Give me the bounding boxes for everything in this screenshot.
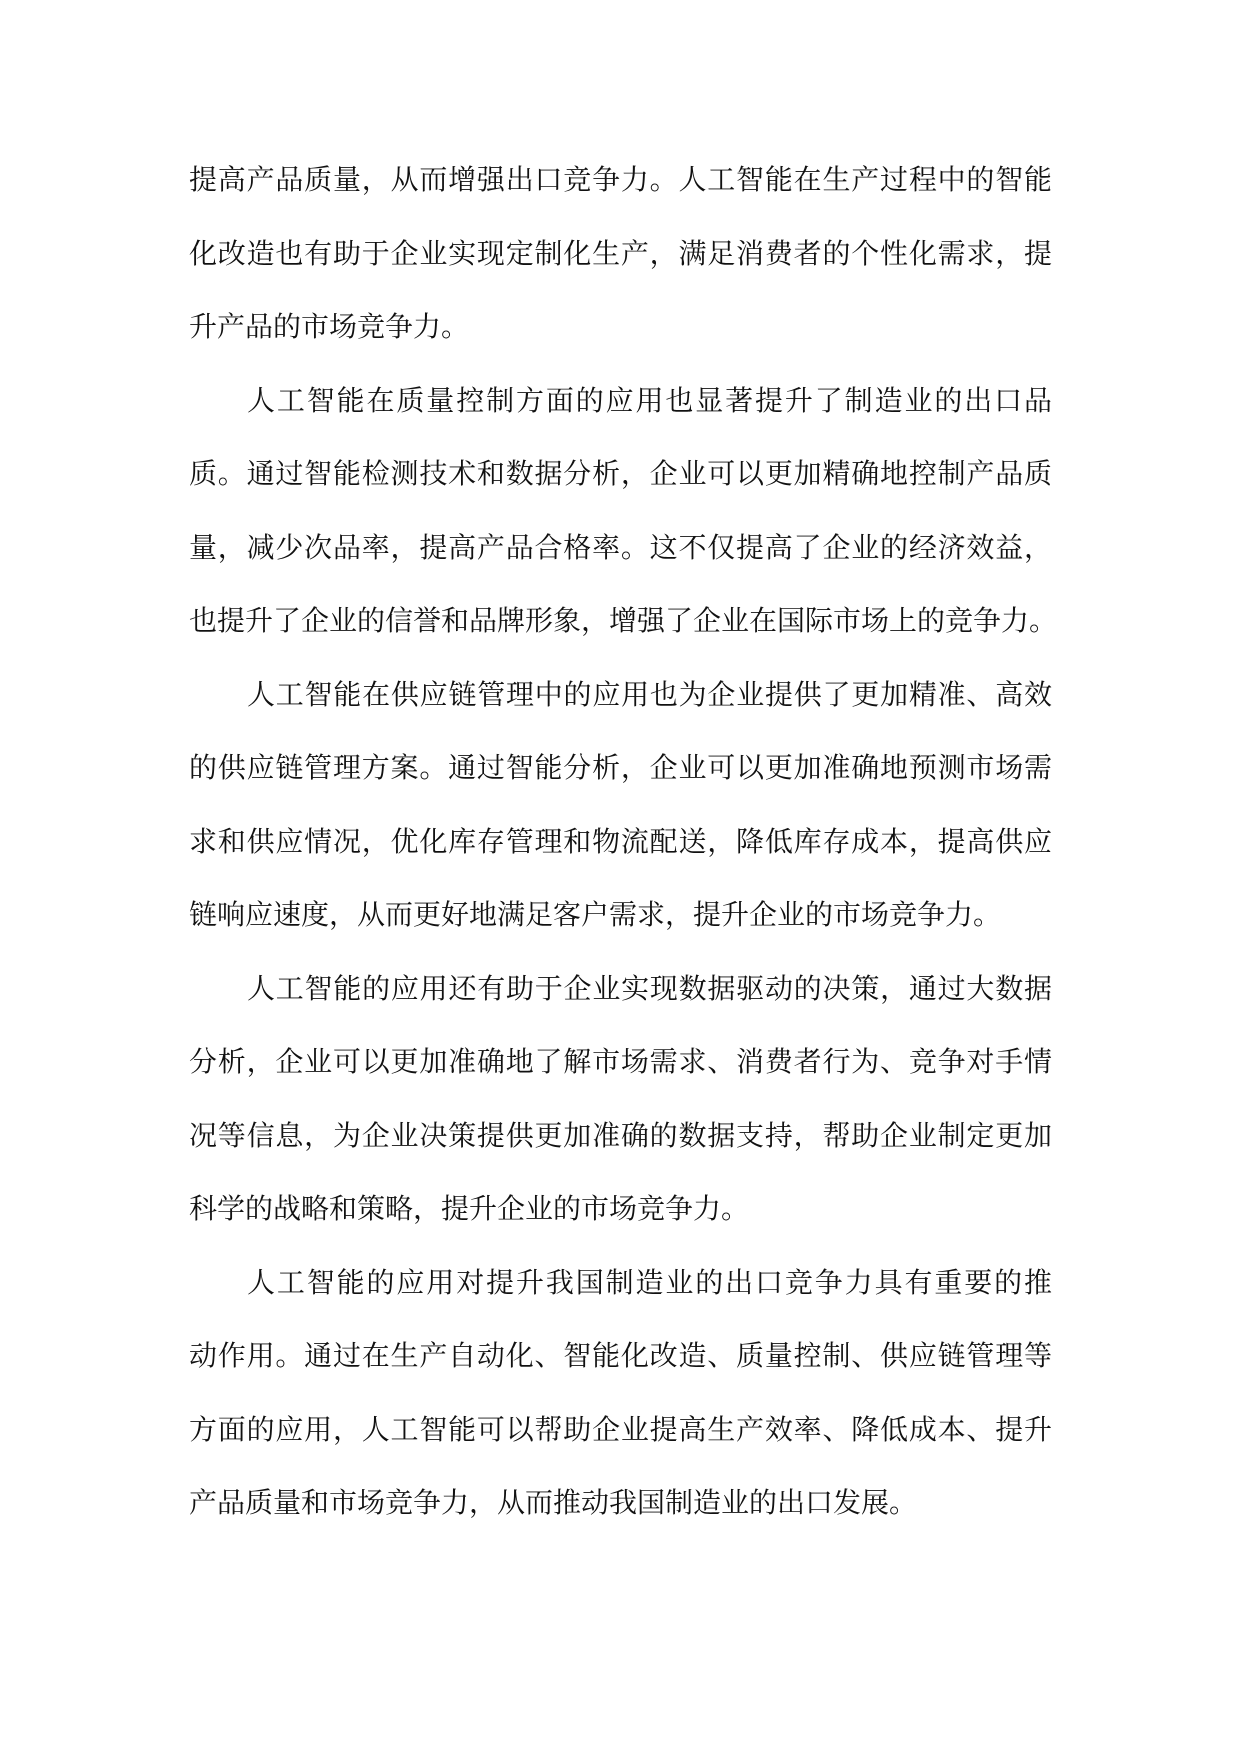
text-line: 动作用。通过在生产自动化、智能化改造、质量控制、供应链管理等: [189, 1339, 1052, 1372]
paragraph-3: [189, 658, 1052, 952]
text-line: 提高产品质量，从而增强出口竞争力。人工智能在生产过程中的智能: [189, 163, 1052, 196]
text-line: 质。通过智能检测技术和数据分析，企业可以更加精确地控制产品质: [189, 457, 1052, 490]
paragraph-2: [189, 364, 1058, 658]
text-line: 人工智能在供应链管理中的应用也为企业提供了更加精准、高效: [247, 677, 1052, 711]
paragraph-1: [189, 143, 1052, 364]
body-text: [189, 143, 1058, 1540]
text-line: 求和供应情况，优化库存管理和物流配送，降低库存成本，提高供应: [189, 824, 1052, 858]
text-line: 分析，企业可以更加准确地了解市场需求、消费者行为、竞争对手情: [189, 1045, 1052, 1078]
text-line: 人工智能的应用还有助于企业实现数据驱动的决策，通过大数据: [247, 971, 1052, 1005]
text-line: 方面的应用，人工智能可以帮助企业提高生产效率、降低成本、提升: [189, 1412, 1052, 1446]
text-line: 化改造也有助于企业实现定制化生产，满足消费者的个性化需求，提: [189, 236, 1052, 270]
paragraph-4: [189, 952, 1052, 1246]
text-line: 的供应链管理方案。通过智能分析，企业可以更加准确地预测市场需: [189, 751, 1052, 784]
text-line: 链响应速度，从而更好地满足客户需求，提升企业的市场竞争力。: [189, 898, 1002, 931]
text-line: 科学的战略和策略，提升企业的市场竞争力。: [189, 1192, 750, 1225]
text-line: 人工智能在质量控制方面的应用也显著提升了制造业的出口品: [247, 383, 1052, 417]
text-line: 况等信息，为企业决策提供更加准确的数据支持，帮助企业制定更加: [189, 1118, 1052, 1152]
text-line: 升产品的市场竞争力。: [189, 310, 470, 343]
text-line: 也提升了企业的信誉和品牌形象，增强了企业在国际市场上的竞争力。: [189, 604, 1058, 637]
paragraph-5: [189, 1246, 1052, 1540]
text-line: 人工智能的应用对提升我国制造业的出口竞争力具有重要的推: [247, 1265, 1052, 1299]
text-line: 量，减少次品率，提高产品合格率。这不仅提高了企业的经济效益，: [189, 530, 1052, 564]
text-line: 产品质量和市场竞争力，从而推动我国制造业的出口发展。: [189, 1486, 918, 1519]
